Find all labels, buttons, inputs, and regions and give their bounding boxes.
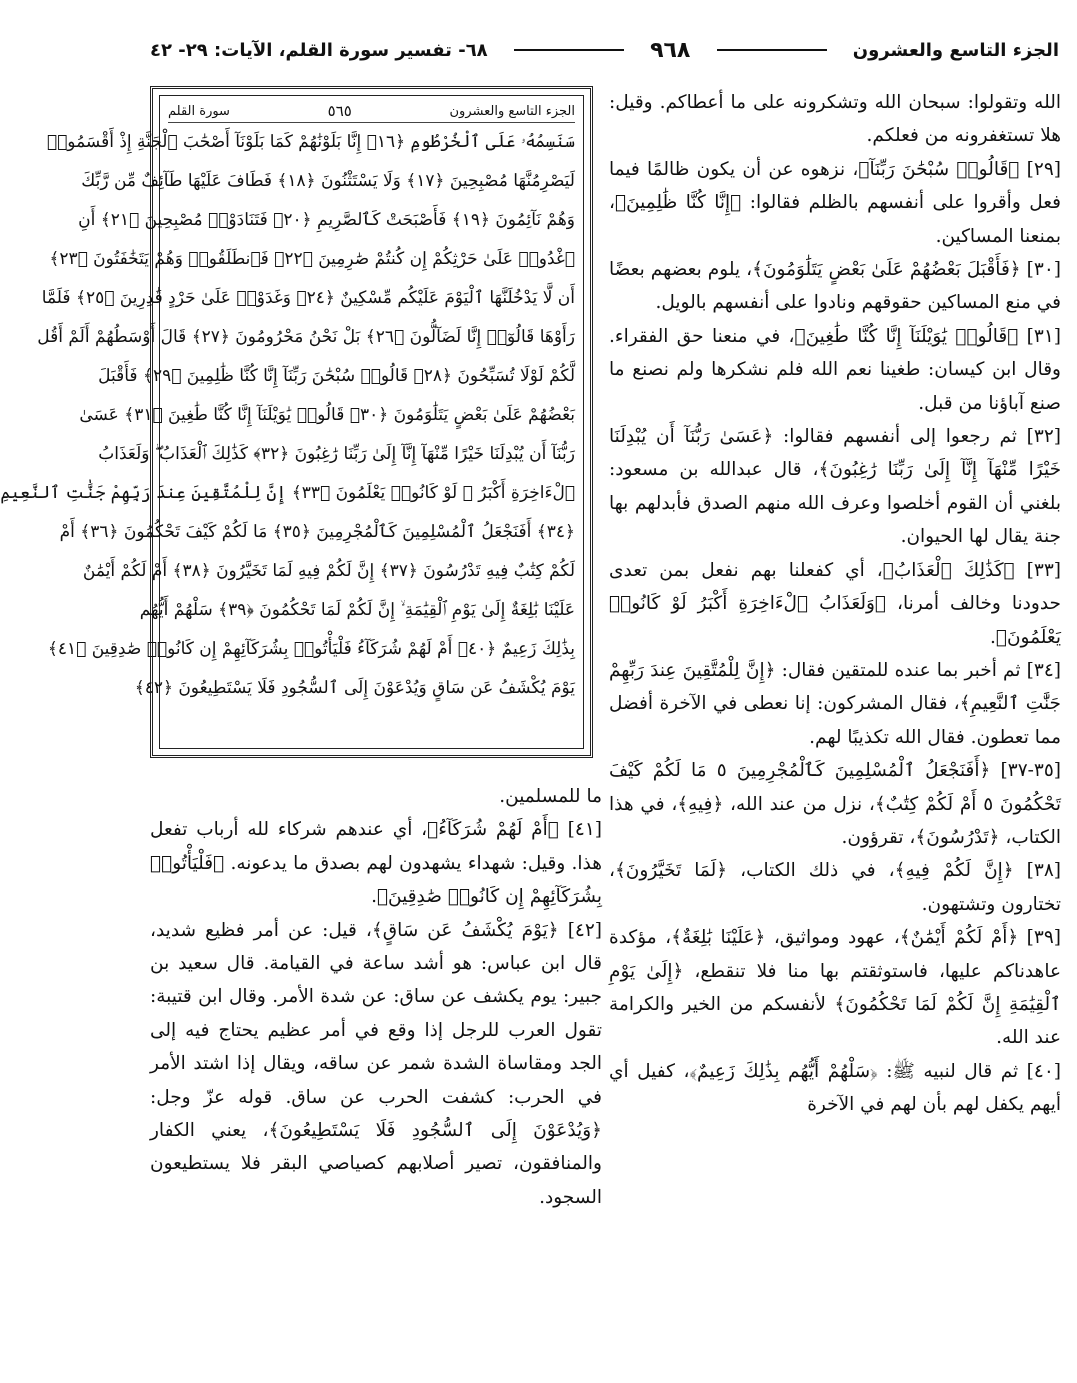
paragraph: [٣٣] ﴿كَذَٰلِكَ ٱلْعَذَابُ﴾، أي كفعلنا بهم نفعل بمن تعدى حدودنا وخالف أمرنا، ﴿وَلَعَذَابُ ٱلْءَاخِرَةِ أَكْبَرُ لَوْ كَانُوا۟ يَعْلَمُونَ﴾. [609,559,1061,648]
paragraph: [٤٢] ﴿يَوْمَ يُكْشَفُ عَن سَاقٍ﴾، قيل: عن أمر فظيع شديد، قال ابن عباس: هو أشد ساعة في القيامة. قال سعيد بن جبير: يوم يكشف عن ساق: عن شدة الأمر. وقال ابن قتيبة: تقول العرب للرجل إذا وقع في أمر عظيم يحتاج فيه إلى الجد ومقاساة الشدة شمر عن ساقه، ويقال إذا اشتد الأمر في الحرب: كشفت الحرب عن ساق. قوله عزّ وجل: ﴿وَيُدْعَوْنَ إِلَى ٱلسُّجُودِ فَلَا يَسْتَطِيعُونَ﴾، يعني الكفار والمنافقون، تصير أصلابهم كصياصي البقر فلا يستطيعون السجود. [150,919,602,1208]
mushaf-header [168,100,575,123]
quran-line: لَيَصْرِمُنَّهَا مُصْبِحِينَ ﴿١٧﴾ وَلَا يَسْتَثْنُونَ ﴿١٨﴾ فَطَافَ عَلَيْهَا طَآئِفٌ مِّن رَّبِّكَ [81,171,575,191]
quran-line: رَبُّنَآ أَن يُبْدِلَنَا خَيْرًا مِّنْهَآ إِنَّآ إِلَىٰ رَبِّنَا رَٰغِبُونَ ﴿٣٢﴾ كَذَٰلِكَ ٱلْعَذَابُ ۖ وَلَعَذَابُ [98,444,575,464]
header-page-number: ٩٦٨ [650,37,691,63]
header-rule [717,49,827,51]
paragraph: [٢٩] ﴿قَالُوا۟ سُبْحَٰنَ رَبِّنَآ﴾، نزهوه عن أن يكون ظالمًا فيما فعل وأقروا على أنفسهم بالظلم فقالوا: ﴿إِنَّا كُنَّا ظَٰلِمِينَ﴾، بمنعنا المساكين. [609,158,1061,247]
quran-line: ٱلْءَاخِرَةِ أَكْبَرُ ۚ لَوْ كَانُوا۟ يَعْلَمُونَ ﴿٣٣﴾ إِنَّ لِلْمُتَّقِينَ عِندَ رَبِّهِمْ جَنَّٰتِ ٱلنَّعِيمِ [0,483,575,503]
quran-line: رَأَوْهَا قَالُوٓا۟ إِنَّا لَضَآلُّونَ ﴿٢٦﴾ بَلْ نَحْنُ مَحْرُومُونَ ﴿٢٧﴾ قَالَ أَوْسَطُهُمْ أَلَمْ أَقُل [37,327,575,347]
paragraph: الله وتقولوا: سبحان الله وتشكرونه على ما أعطاكم. وقيل: هلا تستغفرونه من فعلكم. [609,92,1061,147]
quran-line: أَن لَّا يَدْخُلَنَّهَا ٱلْيَوْمَ عَلَيْكُم مِّسْكِينٌ ﴿٢٤﴾ وَغَدَوْا۟ عَلَىٰ حَرْدٍ قَٰدِرِينَ ﴿٢٥﴾ فَلَمَّا [41,288,575,308]
mushaf-frame [0,86,593,758]
mushaf-page [0,95,584,749]
mushaf-page-number: ٥٦٥ [327,102,352,120]
paragraph: [٣٨] ﴿إِنَّ لَكُمْ فِيهِ﴾، في ذلك الكتاب، ﴿لَمَا تَخَيَّرُونَ﴾، تختارون وتشتهون. [609,860,1061,915]
paragraph: [٣٩] ﴿أَمْ لَكُمْ أَيْمَٰنٌ﴾، عهود ومواثيق، ﴿عَلَيْنَا بَٰلِغَةٌ﴾، مؤكدة عاهدناكم عليها، فاستوثقتم بها منا فلا تنقطع، ﴿إِلَىٰ يَوْمِ ٱلْقِيَٰمَةِ إِنَّ لَكُمْ لَمَا تَحْكُمُونَ﴾ لأنفسكم من الخير والكرامة عند الله. [609,927,1061,1049]
quran-line: لَكُمْ كِتَٰبٌ فِيهِ تَدْرُسُونَ ﴿٣٧﴾ إِنَّ لَكُمْ فِيهِ لَمَا تَخَيَّرُونَ ﴿٣٨﴾ أَمْ لَكُمْ أَيْمَٰنٌ [82,561,575,581]
quran-line: وَهُمْ نَآئِمُونَ ﴿١٩﴾ فَأَصْبَحَتْ كَٱلصَّرِيمِ ﴿٢٠﴾ فَتَنَادَوْا۟ مُصْبِحِينَ ﴿٢١﴾ أَنِ [78,210,575,230]
header-surah-title: ٦٨- تفسير سورة القلم، الآيات: ٢٩- ٤٢ [150,39,488,61]
quran-line: ٱغْدُوا۟ عَلَىٰ حَرْثِكُمْ إِن كُنتُمْ صَٰرِمِينَ ﴿٢٢﴾ فَٱنطَلَقُوا۟ وَهُمْ يَتَخَٰفَتُونَ ﴿٢٣﴾ [49,249,575,269]
paragraph: [٣١] ﴿قَالُوا۟ يَٰوَيْلَنَآ إِنَّا كُنَّا طَٰغِينَ﴾، في منعنا حق الفقراء. وقال ابن كيسان: طغينا نعم الله فلم نشكرها ولم نصنع ما صنع آباؤنا من قبل. [609,325,1061,414]
paragraph: [٣٢] ثم رجعوا إلى أنفسهم فقالوا: ﴿عَسَىٰ رَبُّنَآ أَن يُبْدِلَنَا خَيْرًا مِّنْهَآ إِنَّآ إِلَىٰ رَبِّنَا رَٰغِبُونَ﴾، قال عبدالله بن مسعود: بلغني أن القوم أخلصوا وعرف الله منهم الصدق فأبدلهم بها جنة يقال لها الحيوان. [609,426,1061,548]
paragraph: [٣٥-٣٧] ﴿أَفَنَجْعَلُ ٱلْمُسْلِمِينَ كَٱلْمُجْرِمِينَ ٥ مَا لَكُمْ كَيْفَ تَحْكُمُونَ ٥ أَمْ لَكُمْ كِتَٰبٌ﴾، نزل من عند الله، ﴿فِيهِ﴾، في هذا الكتاب، ﴿تَدْرُسُونَ﴾، تقرؤون. [609,760,1061,848]
page-header [150,30,1059,70]
quran-line: لَّكُمْ لَوْلَا تُسَبِّحُونَ ﴿٢٨﴾ قَالُوا۟ سُبْحَٰنَ رَبِّنَآ إِنَّا كُنَّا ظَٰلِمِينَ ﴿٢٩﴾ فَأَقْبَلَ [98,366,575,386]
paragraph: [٣٤] ثم أخبر بما عنده للمتقين فقال: ﴿إِنَّ لِلْمُتَّقِينَ عِندَ رَبِّهِمْ جَنَّٰتِ ٱلنَّعِيمِ﴾، فقال المشركون: إنا نعطى في الآخرة أفضل مما تعطون. فقال الله تكذيبًا لهم. [609,659,1061,748]
quran-line: سَنَسِمُهُۥ عَلَى ٱلْخُرْطُومِ ﴿١٦﴾ إِنَّا بَلَوْنَٰهُمْ كَمَا بَلَوْنَآ أَصْحَٰبَ ٱلْجَنَّةِ إِذْ أَقْسَمُوا۟ [46,132,575,152]
quran-line: ﴿٣٤﴾ أَفَنَجْعَلُ ٱلْمُسْلِمِينَ كَٱلْمُجْرِمِينَ ﴿٣٥﴾ مَا لَكُمْ كَيْفَ تَحْكُمُونَ ﴿٣٦﴾ أَمْ [59,522,575,542]
mushaf-juz: الجزء التاسع والعشرون [449,103,575,119]
right-column [609,86,1061,1378]
quran-line: يَوْمَ يُكْشَفُ عَن سَاقٍ وَيُدْعَوْنَ إِلَى ٱلسُّجُودِ فَلَا يَسْتَطِيعُونَ ﴿٤٢﴾ [134,678,575,698]
quran-line: بَعْضُهُمْ عَلَىٰ بَعْضٍ يَتَلَٰوَمُونَ ﴿٣٠﴾ قَالُوا۟ يَٰوَيْلَنَآ إِنَّا كُنَّا طَٰغِينَ ﴿٣١﴾ عَسَىٰ [79,405,575,425]
header-rule [514,49,624,51]
header-juz: الجزء التاسع والعشرون [852,39,1059,61]
quran-line: عَلَيْنَا بَٰلِغَةٌ إِلَىٰ يَوْمِ ٱلْقِيَٰمَةِ ۙ إِنَّ لَكُمْ لَمَا تَحْكُمُونَ ﴿٣٩﴾ سَلْهُمْ أَيُّهُم [139,600,575,620]
left-column [150,780,602,1380]
quran-line: بِذَٰلِكَ زَعِيمٌ ﴿٤٠﴾ أَمْ لَهُمْ شُرَكَآءُ فَلْيَأْتُوا۟ بِشُرَكَآئِهِمْ إِن كَانُوا۟ صَٰدِقِينَ ﴿٤١﴾ [47,639,575,659]
paragraph: [٤١] ﴿أَمْ لَهُمْ شُرَكَآءُ﴾، أي عندهم شركاء لله أرباب تفعل هذا. وقيل: شهداء يشهدون لهم بصدق ما يدعونه. ﴿فَلْيَأْتُوا۟ بِشُرَكَآئِهِمْ إِن كَانُوا۟ صَٰدِقِينَ﴾. [150,819,602,908]
paragraph: [٣٠] ﴿فَأَقْبَلَ بَعْضُهُمْ عَلَىٰ بَعْضٍ يَتَلَٰوَمُونَ﴾، يلوم بعضهم بعضًا في منع المساكين حقوقهم ونادوا على أنفسهم بالويل. [609,259,1061,314]
paragraph: [٤٠] ثم قال لنبيه ﷺ: ﴿سَلْهُمْ أَيُّهُم بِذَٰلِكَ زَعِيمٌ﴾، كفيل أي أيهم يكفل لهم بأن لهم في الآخرة [609,1060,1061,1116]
paragraph: ما للمسلمين. [499,786,602,807]
mushaf-surah: سورة القلم [168,103,230,119]
